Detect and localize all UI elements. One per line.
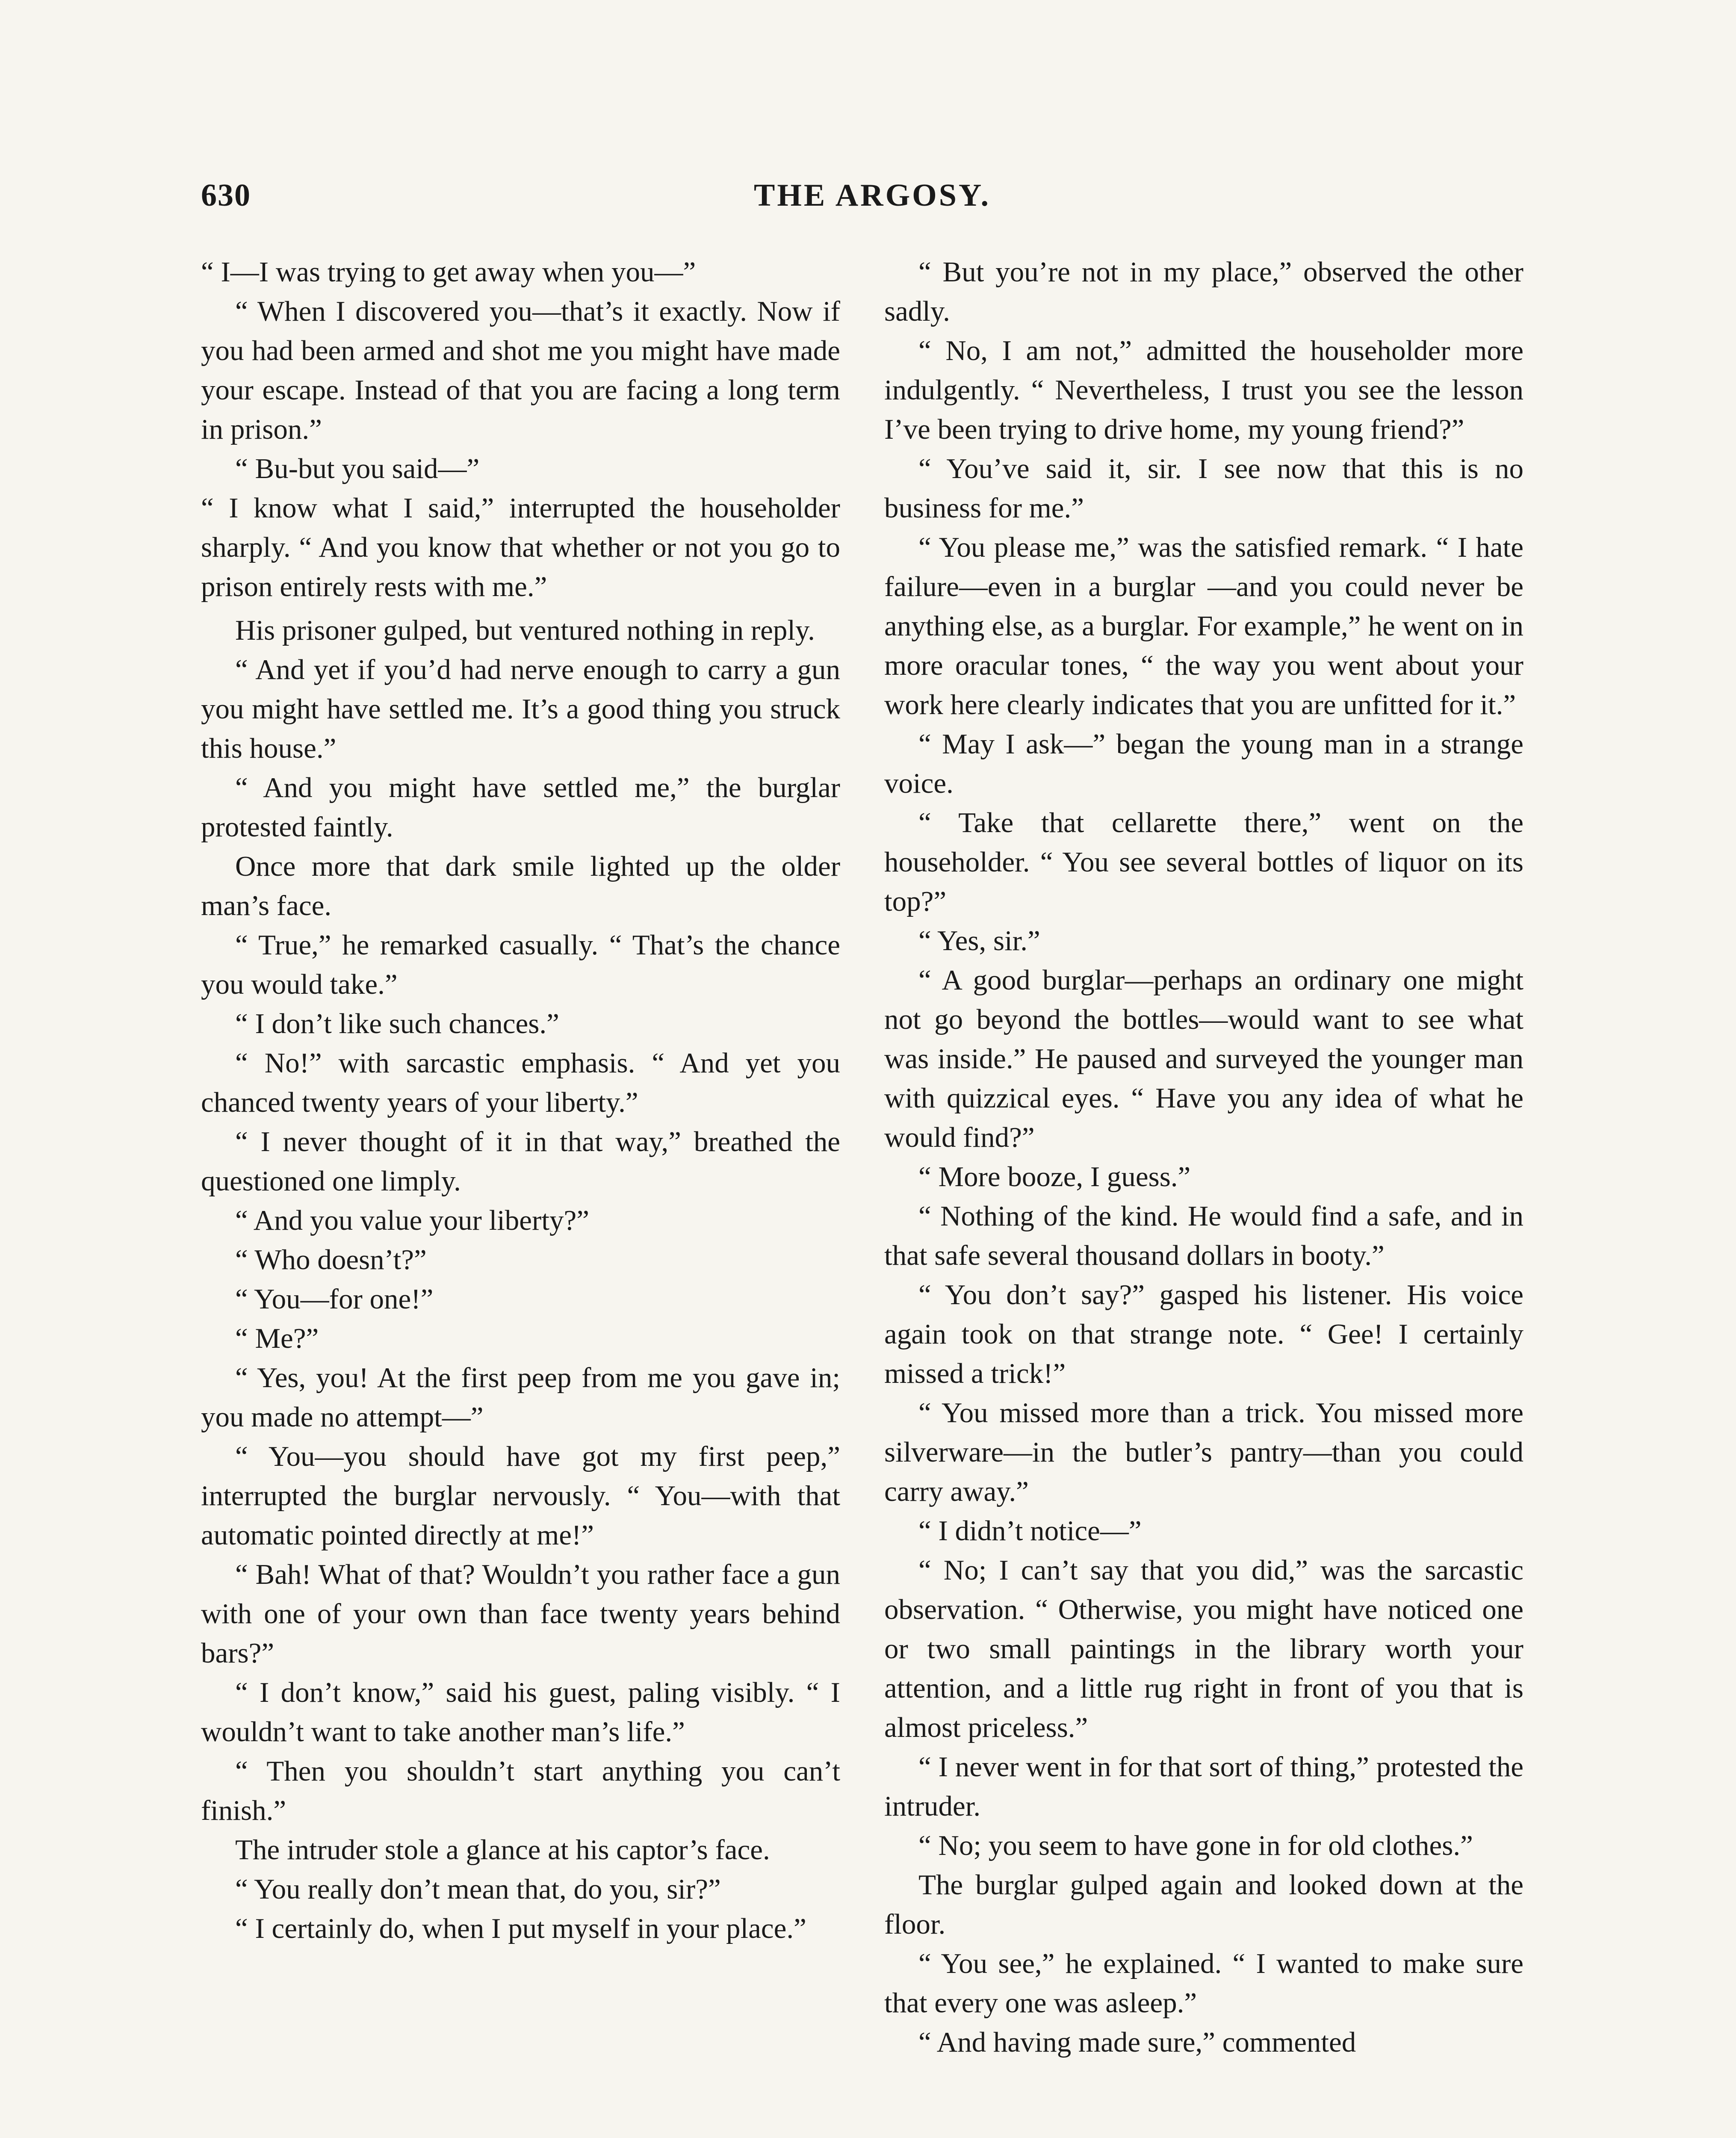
paragraph: “ I—I was trying to get away when you—” [201, 256, 696, 288]
paragraph: “ And you value your liberty?” [235, 1205, 589, 1236]
paragraph: “ You—for one!” [235, 1283, 434, 1315]
paragraph: “ Yes, sir.” [918, 925, 1040, 957]
paragraph: “ May I ask—” began the young man in a strange voice. [884, 728, 1523, 799]
page-header [201, 177, 1544, 224]
paragraph: “ You see,” he explained. “ I wanted to make sure that every one was asleep.” [884, 1948, 1523, 2019]
paragraph: “ I never went in for that sort of thing,” protested the intruder. [884, 1751, 1523, 1822]
paragraph: “ You please me,” was the satisfied remark. “ I hate failure—even in a burglar —and you could never be anything else, as a burglar. For example,” he went on in more oracular tones, “ the way you went about your work here clearly indicates that you are unfitted for it.” [884, 532, 1523, 721]
running-title: THE ARGOSY. [754, 178, 991, 213]
left-column [201, 252, 840, 1948]
paragraph: “ And having made sure,” commented [918, 2026, 1356, 2058]
right-column [884, 252, 1523, 2062]
paragraph: “ I certainly do, when I put myself in your place.” [235, 1913, 806, 1944]
paragraph: “ I never thought of it in that way,” breathed the questioned one limply. [201, 1126, 840, 1197]
paragraph: “ When I discovered you—that’s it exactly. Now if you had been armed and shot me you might have made your escape. Instead of that you are facing a long term in prison.” [201, 295, 840, 445]
paragraph: “ And you might have settled me,” the burglar protested faintly. [201, 772, 840, 843]
paragraph: “ You’ve said it, sir. I see now that this is no business for me.” [884, 453, 1523, 524]
paragraph: “ I don’t know,” said his guest, paling visibly. “ I wouldn’t want to take another man’s life.” [201, 1677, 840, 1748]
paragraph: “ Nothing of the kind. He would find a safe, and in that safe several thousand dollars in booty.” [884, 1200, 1523, 1271]
paragraph: “ I didn’t notice—” [918, 1515, 1142, 1547]
paragraph: “ You really don’t mean that, do you, sir?” [235, 1873, 721, 1905]
paragraph: “ I don’t like such chances.” [235, 1008, 559, 1039]
paragraph: “ I know what I said,” interrupted the householder sharply. “ And you know that whether or not you go to prison entirely rests with me.” [201, 492, 840, 602]
paragraph: “ Then you shouldn’t start anything you can’t finish.” [201, 1755, 840, 1826]
paragraph: His prisoner gulped, but ventured nothing in reply. [235, 614, 815, 646]
paragraph: “ You—you should have got my first peep,” interrupted the burglar nervously. “ You—with that automatic pointed directly at me!” [201, 1441, 840, 1551]
paragraph: The burglar gulped again and looked down at the floor. [884, 1869, 1523, 1940]
paragraph: “ And yet if you’d had nerve enough to carry a gun you might have settled me. It’s a good thing you struck this house.” [201, 654, 840, 764]
paragraph: “ True,” he remarked casually. “ That’s the chance you would take.” [201, 929, 840, 1000]
paragraph: “ No, I am not,” admitted the householder more indulgently. “ Nevertheless, I trust you see the lesson I’ve been trying to drive home, my young friend?” [884, 335, 1523, 445]
page-number: 630 [201, 178, 251, 213]
paragraph: “ You don’t say?” gasped his listener. His voice again took on that strange note. “ Gee! I certainly missed a trick!” [884, 1279, 1523, 1389]
paragraph: “ But you’re not in my place,” observed the other sadly. [884, 256, 1523, 327]
paragraph: “ You missed more than a trick. You missed more silverware—in the butler’s pantry—than you could carry away.” [884, 1397, 1523, 1507]
paragraph: “ Me?” [235, 1323, 319, 1354]
paragraph: “ Bah! What of that? Wouldn’t you rather face a gun with one of your own than face twenty years behind bars?” [201, 1559, 840, 1669]
paragraph: “ No; I can’t say that you did,” was the sarcastic observation. “ Otherwise, you might have noticed one or two small paintings in the library worth your attention, and a little rug right in front of you that is almost priceless.” [884, 1554, 1523, 1743]
paragraph: The intruder stole a glance at his captor’s face. [235, 1834, 770, 1866]
paragraph: “ Who doesn’t?” [235, 1244, 427, 1276]
paragraph: “ No; you seem to have gone in for old clothes.” [918, 1830, 1473, 1861]
paragraph: “ Take that cellarette there,” went on the householder. “ You see several bottles of liquor on its top?” [884, 807, 1523, 917]
paragraph: “ No!” with sarcastic emphasis. “ And yet you chanced twenty years of your liberty.” [201, 1047, 840, 1118]
paragraph: “ Yes, you! At the first peep from me you gave in; you made no attempt—” [201, 1362, 840, 1433]
paragraph: “ More booze, I guess.” [918, 1161, 1191, 1193]
paragraph: “ A good burglar—perhaps an ordinary one might not go beyond the bottles—would want to see what was inside.” He paused and surveyed the younger man with quizzical eyes. “ Have you any idea of what he would find?” [884, 964, 1523, 1153]
paragraph: “ Bu-but you said—” [235, 453, 480, 484]
paragraph: Once more that dark smile lighted up the older man’s face. [201, 850, 840, 921]
